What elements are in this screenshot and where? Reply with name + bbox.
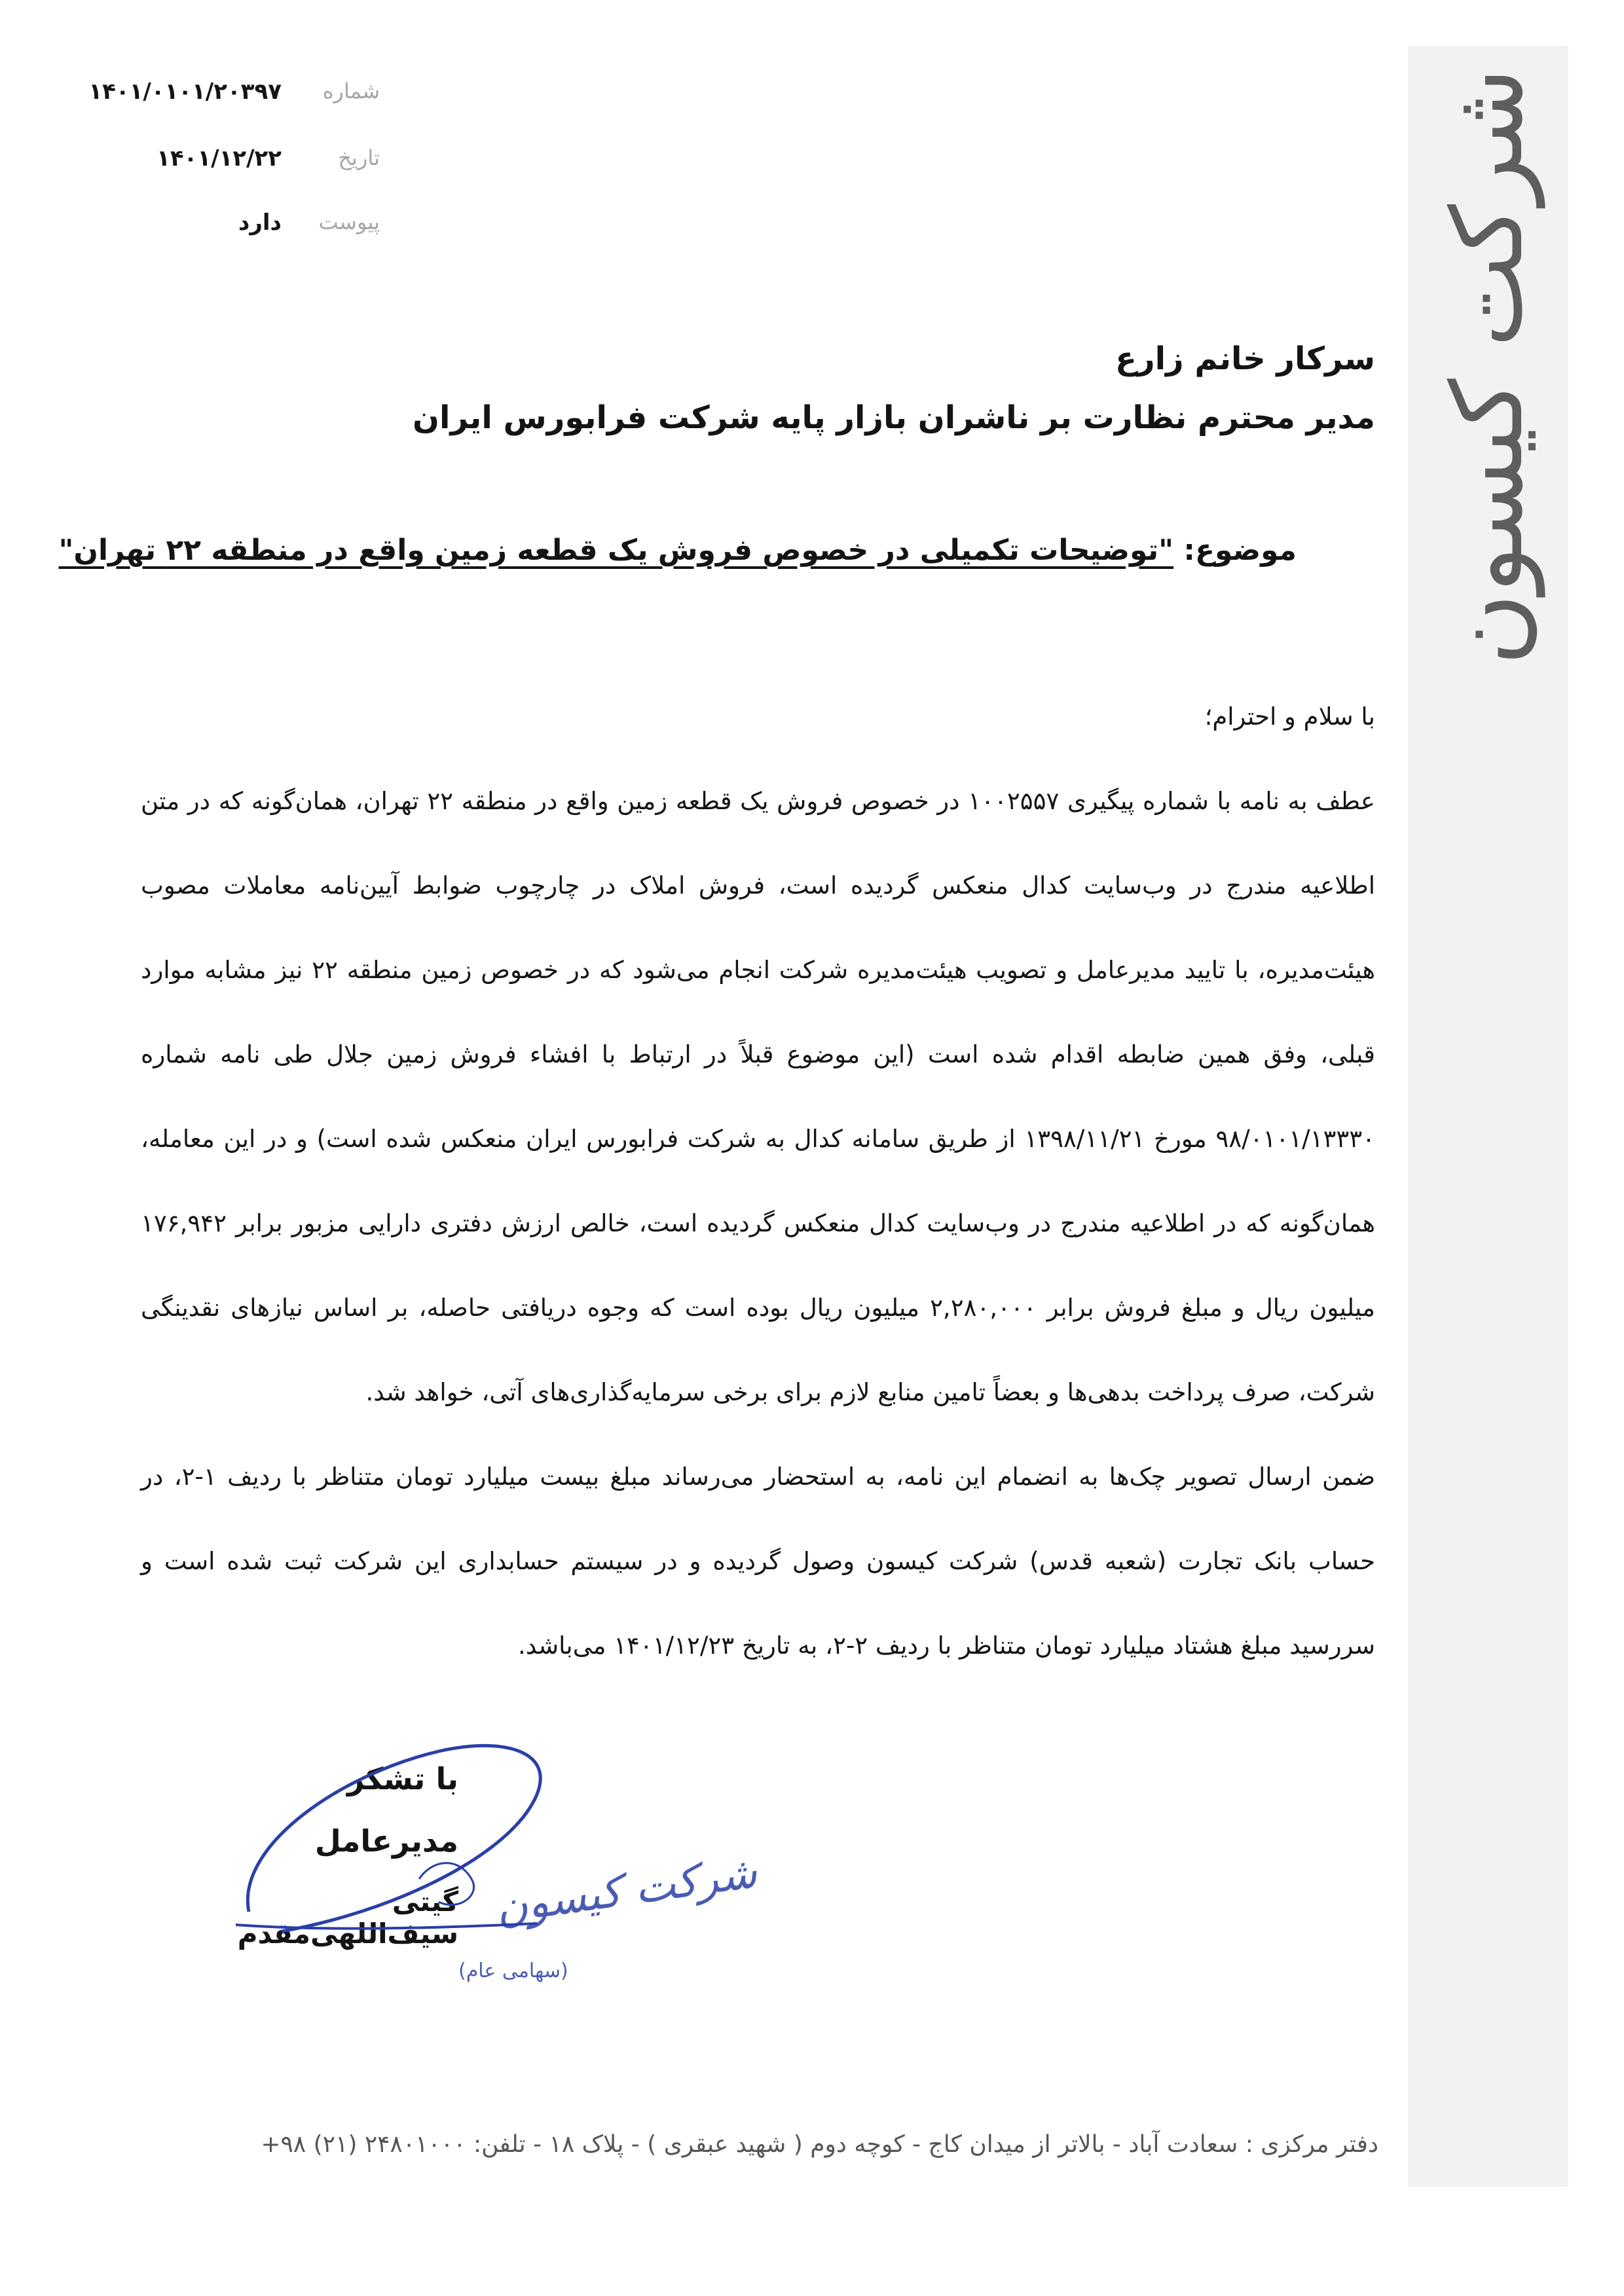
closing-thanks: با تشکر (346, 1761, 458, 1796)
subject-text: "توضیحات تکمیلی در خصوص فروش یک قطعه زمین واقع در منطقه ۲۲ تهران" (58, 534, 1174, 567)
subject-line (59, 534, 1297, 567)
meta-number (88, 79, 380, 118)
number-label: شماره (322, 79, 380, 103)
body-paragraph-2: ضمن ارسال تصویر چک‌ها به انضمام این نامه، به استحضار می‌رساند مبلغ بیست میلیارد تومان متناظر با ردیف ۱-۲، در حساب بانک تجارت (شعبه قدس) شرکت کیسون وصول گردیده و در سیستم حسابداری این شرکت ثبت شده است و سررسید مبلغ هشتاد میلیارد تومان متناظر با ردیف ۲-۲، به تاریخ ۱۴۰۱/۱۲/۲۳ می‌باشد. (141, 1463, 1375, 1660)
recipient-name: سرکار خانم زارع (1115, 340, 1375, 377)
subject-label: موضوع: (1183, 534, 1297, 567)
footer-address: دفتر مرکزی : سعادت آباد - بالاتر از میدان کاج - کوچه دوم ( شهید عبقری ) - پلاک ۱۸ - تلفن: ۲۴۸۰۱۰۰۰ (۲۱) ۹۸+ (261, 2131, 1378, 2158)
body-paragraph-1: عطف به نامه با شماره پیگیری ۱۰۰۲۵۵۷ در خصوص فروش یک قطعه زمین واقع در منطقه ۲۲ تهران، همان‌گونه که در متن اطلاعیه مندرج در وب‌سایت کدال منعکس گردیده است، فروش املاک در چارچوب ضوابط آیین‌نامه معاملات مصوب هیئت‌مدیره، با تایید مدیرعامل و تصویب هیئت‌مدیره شرکت انجام می‌شود که در خصوص زمین منطقه ۲۲ نیز مشابه موارد قبلی، وفق همین ضابطه اقدام شده است (این موضوع قبلاً در ارتباط با افشاء فروش زمین جلال طی نامه شماره ۹۸/۰۱۰۱/۱۳۳۳۰ مورخ ۱۳۹۸/۱۱/۲۱ از طریق سامانه کدال به شرکت فرابورس ایران منعکس شده است) و در این معامله، همان‌گونه که در اطلاعیه مندرج در وب‌سایت کدال منعکس گردیده است، خالص ارزش دفتری دارایی مزبور برابر ۱۷۶,۹۴۲ میلیون ریال و مبلغ فروش برابر ۲,۲۸۰,۰۰۰ میلیون ریال بوده است که وجوه دریافتی حاصله، بر اساس نیازهای نقدینگی شرکت، صرف پرداخت بدهی‌ها و بعضاً تامین منابع لازم برای برخی سرمایه‌گذاری‌های آتی، خواهد شد. (141, 787, 1375, 1406)
meta-date (92, 145, 380, 185)
date-value: ۱۴۰۱/۱۲/۲۲ (157, 145, 282, 172)
signature-stamp-icon (223, 1715, 760, 2016)
signature-stroke (236, 1923, 537, 1929)
greeting: با سلام و احترام؛ (1204, 702, 1375, 731)
company-logo-text: شرکت کیسون (1431, 67, 1545, 666)
date-label: تاریخ (338, 145, 380, 170)
signatory-name: گیتی سیف‌اللهی‌مقدم (237, 1886, 458, 1950)
closing-title: مدیرعامل (314, 1823, 458, 1859)
meta-attachment (92, 210, 380, 249)
stamp-company-name: شرکت کیسون (492, 1847, 760, 1934)
stamp-subtext: (سهامی عام) (458, 1959, 568, 1982)
letter-body (141, 674, 1375, 1688)
number-value: ۱۴۰۱/۰۱۰۱/۲۰۳۹۷ (88, 79, 282, 105)
recipient-title: مدیر محترم نظارت بر ناشران بازار پایه شرکت فرابورس ایران (413, 399, 1375, 436)
attachment-value: دارد (238, 210, 282, 236)
attachment-label: پیوست (318, 210, 380, 234)
recipient-block (413, 340, 1375, 436)
